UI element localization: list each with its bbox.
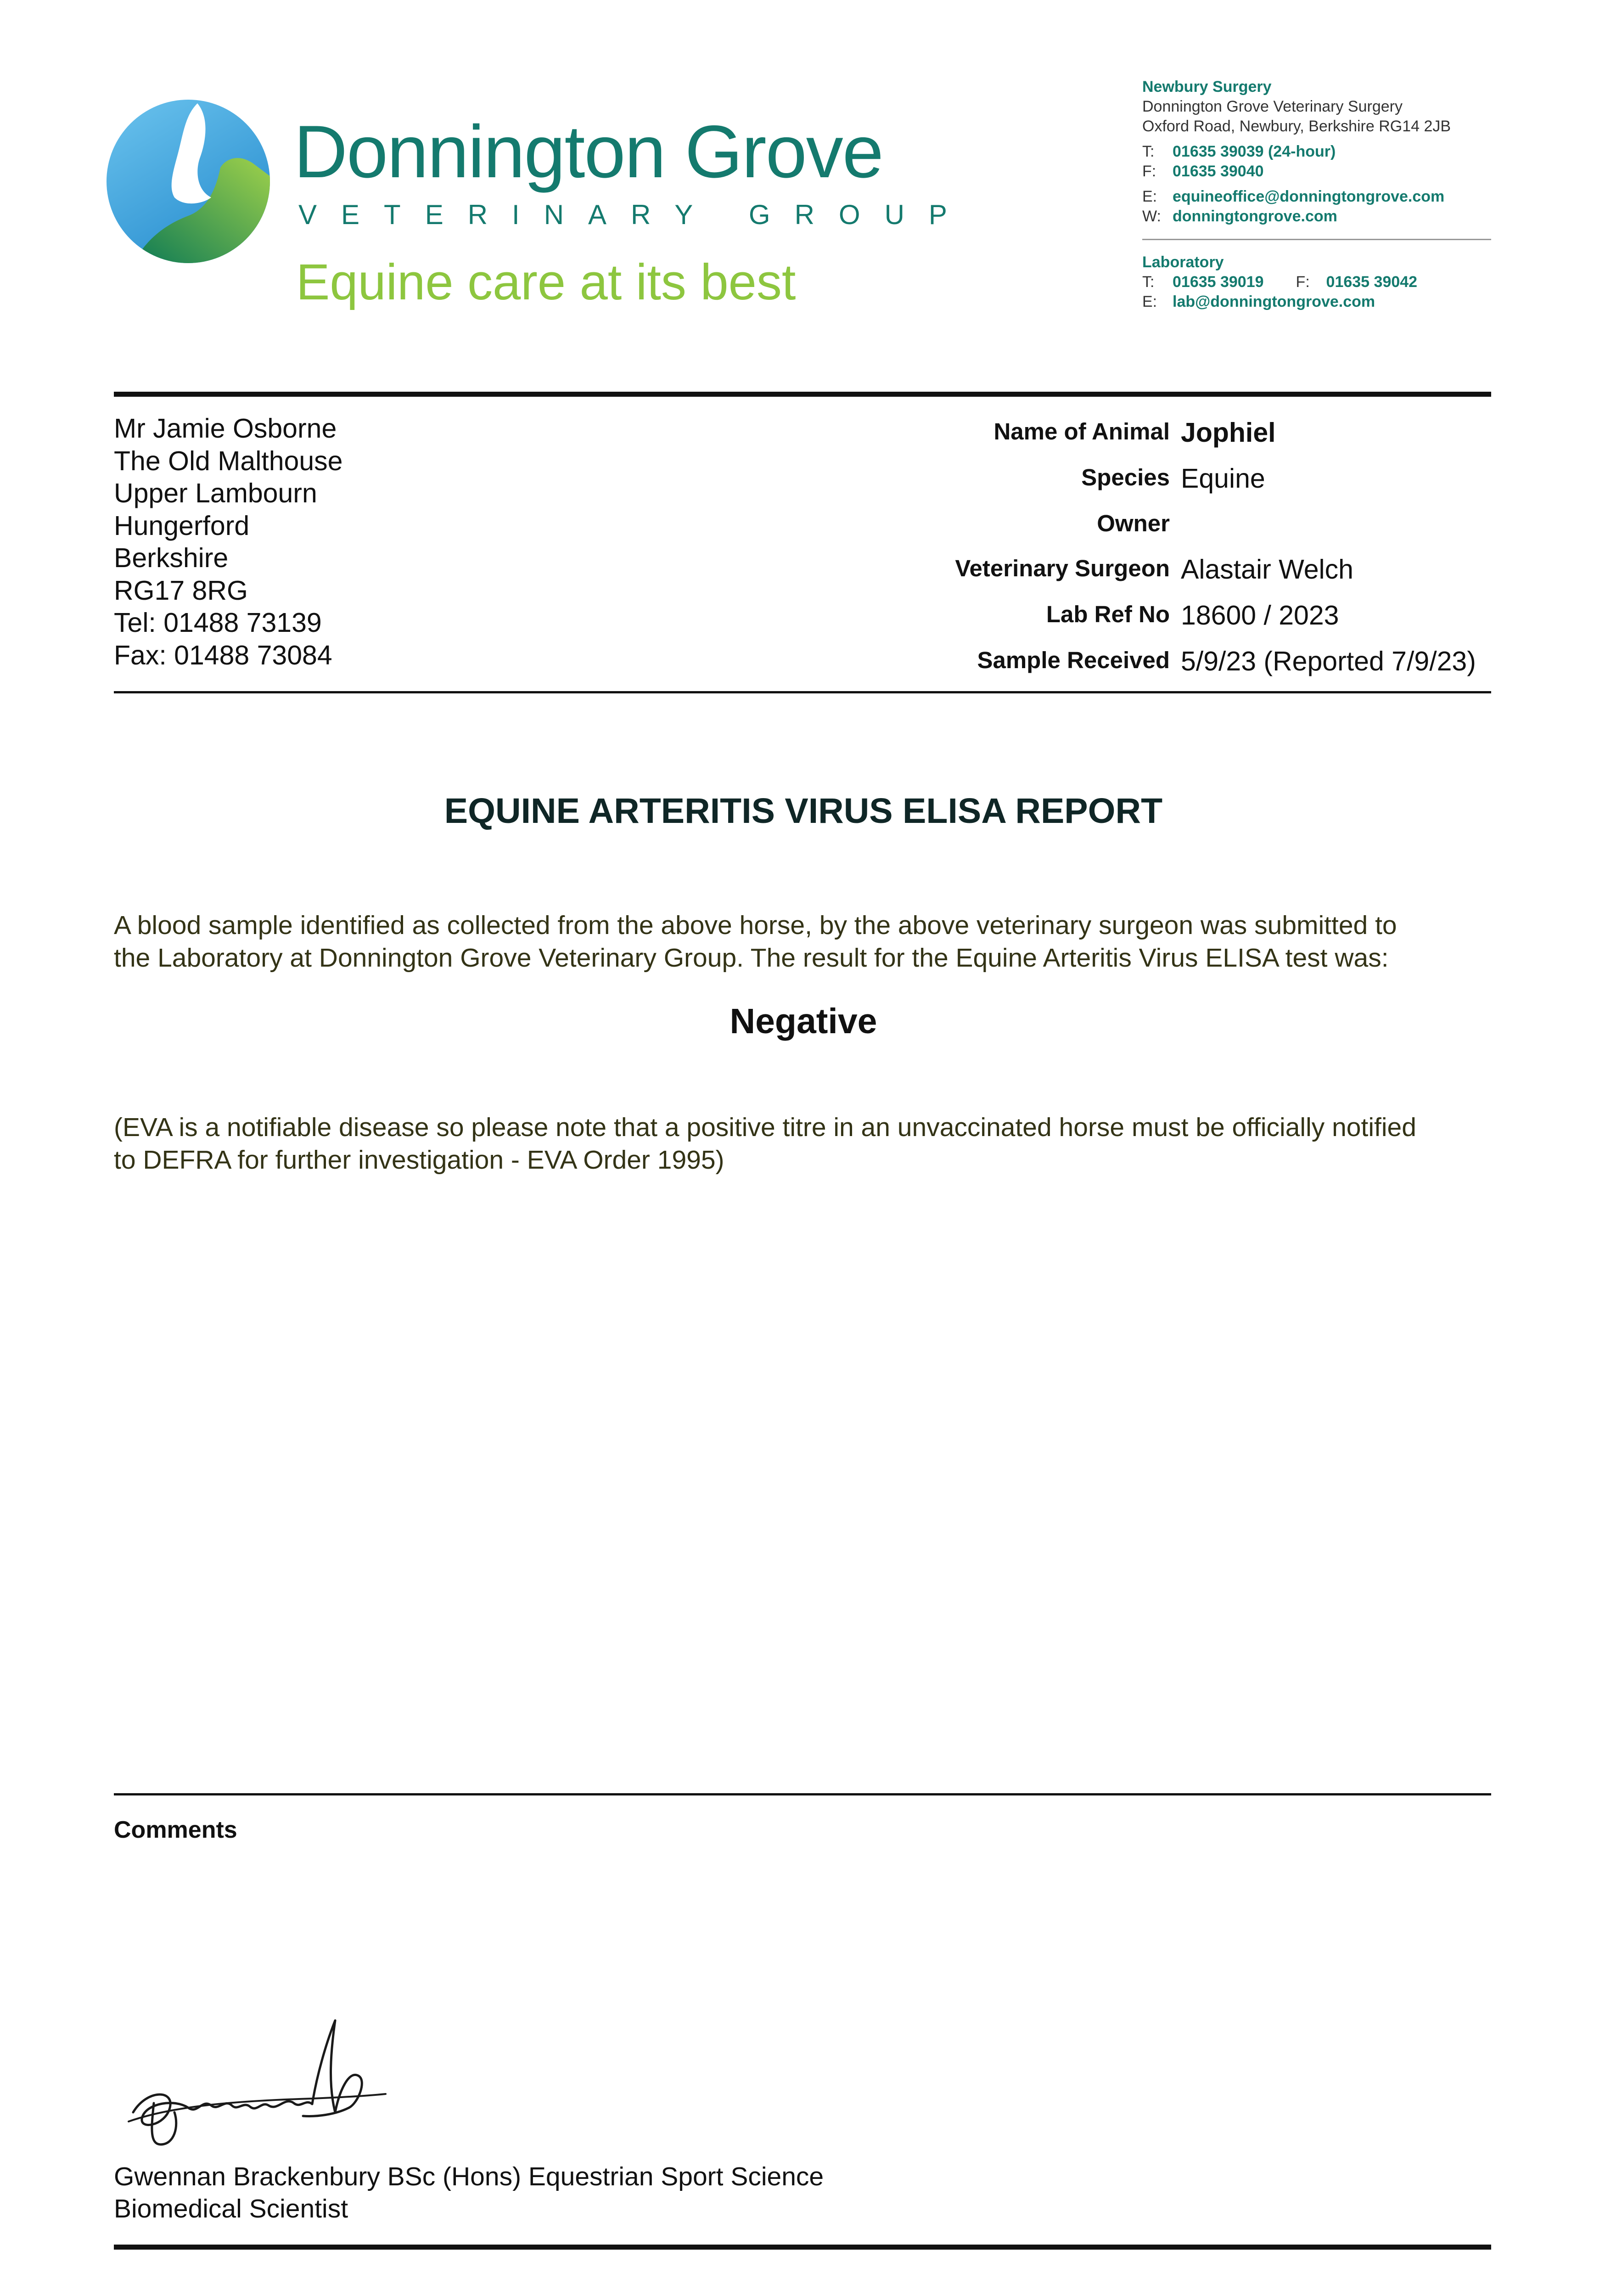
detail-label: Sample Received: [977, 647, 1170, 673]
report-intro-line: the Laboratory at Donnington Grove Veterinary Group. The result for the Equine Arteritis Virus ELISA test was:: [114, 943, 1389, 973]
surgery-email-label: E:: [1142, 188, 1157, 205]
recipient-address: [114, 412, 342, 671]
surgery-email-row: [1142, 187, 1451, 207]
detail-row-veterinary-surgeon: [780, 552, 1492, 585]
sample-received-value: 5/9/23 (Reported 7/9/23): [1181, 646, 1476, 676]
signatory-name: Gwennan Brackenbury BSc (Hons) Equestrian Sport Science: [114, 2162, 824, 2191]
laboratory-email-row: [1142, 292, 1417, 312]
report-note: [114, 1111, 1500, 1176]
surgery-web: donningtongrove.com: [1173, 208, 1337, 225]
test-result: Negative: [730, 1002, 877, 1041]
surgery-web-label: W:: [1142, 208, 1161, 225]
donnington-grove-logo: [106, 99, 271, 264]
surgery-web-row: [1142, 207, 1451, 226]
laboratory-email-label: E:: [1142, 293, 1157, 310]
contact-divider: [1142, 239, 1491, 240]
laboratory-fax-label: F:: [1296, 273, 1310, 291]
detail-label: Veterinary Surgeon: [955, 555, 1170, 581]
laboratory-fax: 01635 39042: [1326, 273, 1418, 291]
comments-rule: [114, 1793, 1491, 1795]
detail-row-animal-name: [780, 416, 1492, 448]
surgery-address-line1: Donnington Grove Veterinary Surgery: [1142, 98, 1403, 115]
report-intro-line: A blood sample identified as collected from the above horse, by the above veterinary surgeon was submitted to: [114, 911, 1397, 940]
header-rule-bottom: [114, 691, 1491, 693]
recipient-tel: Tel: 01488 73139: [114, 608, 322, 638]
laboratory-tel-label: T:: [1142, 273, 1155, 291]
footer-rule: [114, 2245, 1491, 2250]
recipient-name: Mr Jamie Osborne: [114, 413, 337, 444]
animal-name-value: Jophiel: [1181, 417, 1276, 448]
surgery-contact-block: [1142, 77, 1451, 226]
detail-row-species: [780, 461, 1492, 494]
comments-label: Comments: [114, 1817, 237, 1843]
surgery-tel-label: T:: [1142, 143, 1155, 160]
detail-row-sample-received: [780, 644, 1492, 676]
brand-name: Donnington Grove: [294, 110, 883, 193]
surgery-fax-row: [1142, 162, 1451, 181]
lab-ref-value: 18600 / 2023: [1181, 600, 1339, 630]
surgery-fax: 01635 39040: [1173, 163, 1264, 180]
surgery-email: equineoffice@donningtongrove.com: [1173, 188, 1445, 205]
header-rule-top: [114, 392, 1491, 397]
recipient-postcode: RG17 8RG: [114, 575, 248, 606]
recipient-address-line: Hungerford: [114, 510, 250, 541]
report-intro: [114, 909, 1500, 974]
report-note-line: (EVA is a notifiable disease so please note that a positive titre in an unvaccinated horse must be officially notified: [114, 1113, 1416, 1142]
detail-row-owner: [780, 507, 1492, 540]
detail-label: Species: [1081, 464, 1170, 490]
detail-label: Name of Animal: [993, 418, 1170, 445]
recipient-address-line: Berkshire: [114, 543, 229, 573]
laboratory-tel: 01635 39019: [1173, 273, 1264, 291]
surgery-tel-row: [1142, 142, 1451, 162]
detail-row-lab-ref: [780, 598, 1492, 630]
report-note-line: to DEFRA for further investigation - EVA Order 1995): [114, 1145, 724, 1175]
detail-label: Owner: [1097, 510, 1170, 536]
surgery-fax-label: F:: [1142, 163, 1156, 180]
recipient-address-line: Upper Lambourn: [114, 478, 317, 508]
surgery-heading: Newbury Surgery: [1142, 78, 1272, 96]
recipient-fax: Fax: 01488 73084: [114, 640, 332, 670]
laboratory-phone-row: [1142, 272, 1417, 292]
signatory-role: Biomedical Scientist: [114, 2194, 348, 2223]
brand-subtitle: VETERINARY GROUP: [298, 199, 971, 230]
detail-label: Lab Ref No: [1046, 601, 1170, 627]
surgery-address-line2: Oxford Road, Newbury, Berkshire RG14 2JB: [1142, 118, 1451, 135]
species-value: Equine: [1181, 463, 1265, 494]
signatory: [114, 2161, 824, 2225]
brand-tagline: Equine care at its best: [296, 254, 796, 310]
report-title: EQUINE ARTERITIS VIRUS ELISA REPORT: [444, 791, 1163, 831]
veterinary-surgeon-value: Alastair Welch: [1181, 554, 1353, 585]
laboratory-heading: Laboratory: [1142, 253, 1224, 271]
recipient-address-line: The Old Malthouse: [114, 445, 343, 476]
surgery-tel: 01635 39039 (24-hour): [1173, 143, 1336, 160]
laboratory-email: lab@donningtongrove.com: [1173, 293, 1375, 310]
laboratory-contact-block: [1142, 253, 1417, 312]
signature: [119, 2007, 395, 2163]
